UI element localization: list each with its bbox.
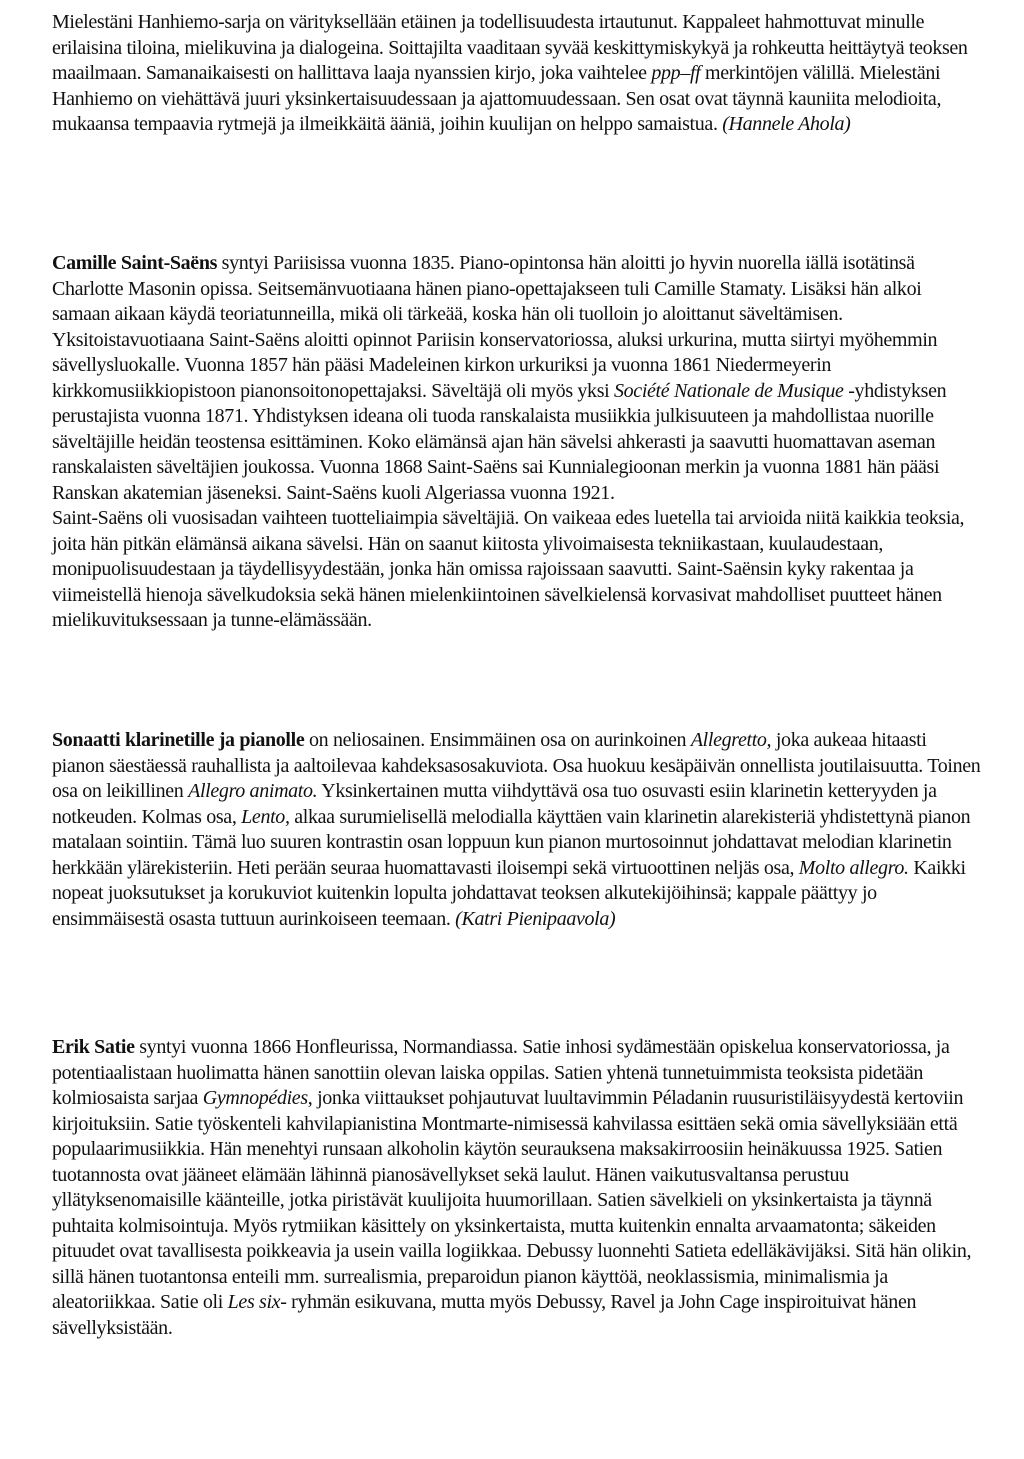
movement-3-tempo: Lento, (241, 805, 290, 828)
satie-section (52, 1035, 982, 1341)
sonaatti-author: (Katri Pienipaavola) (455, 907, 616, 930)
les-six-name: Les six (227, 1291, 281, 1313)
satie-paragraph (52, 1035, 982, 1341)
sonaatti-heading: Sonaatti klarinetille ja pianolle (52, 729, 305, 751)
saint-saens-paragraph-2: Saint-Saëns oli vuosisadan vaihteen tuotteliaimpia säveltäjiä. On vaikeaa edes luetella tai arvioida niitä kaikkia teoksia, joita hän pitkän elämänsä aikana sävelsi. Hän on saanut kiitosta ylivoimaisesta tekniikastaan, kuulaudestaan, monipuolisuudestaan ja täydellisyydestään, jonka hän omissa rajoissaan saavutti. Saint-Saënsin kyky rakentaa ja viimeistellä hienoja sävelkudoksia sekä hänen mielenkiintoinen sävelkielensä korvasivat mahdolliset puutteet hänen mielikuvituksessaan ja tunne-elämässään. (52, 507, 965, 631)
movement-2-tempo: Allegro animato. (188, 780, 318, 802)
sonaatti-section (52, 728, 982, 932)
sonaatti-text-a: on neliosainen. Ensimmäinen osa on aurinkoinen (304, 729, 691, 751)
movement-4-tempo: Molto allegro. (798, 856, 909, 879)
satie-heading: Erik Satie (52, 1036, 135, 1058)
sonaatti-paragraph (52, 728, 982, 932)
satie-text-b: , jonka viittaukset pohjautuvat luultavimmin Péladanin ruusuristiläisyydestä kertoviin kirjoituksiin. Satie työskenteli kahvilapianistina Montmarte-nimisessä kahvilassa esittäen sekä omia sävellyksiään että populaarimusiikkia. Hän menehtyi runsaan alkoholin käytön seurauksena maksakirroosiin heinäkuussa 1925. Satien tuotannosta ovat jääneet elämään lähinnä pianosävellykset sekä laulut. Hänen vaikutusvaltansa perustuu yllätyksenomaisille käänteille, jotka piristävät kuulijoita huumorillaan. Satien sävelkieli on yksinkertaista ja täynnä puhtaita kolmisointuja. Myös rytmiikan käsittely on yksinkertaista, mutta kuitenkin ennalta arvaamatonta; säkeiden pituudet ovat tavallisesta poikkeavia ja usein vailla logiikkaa. Debussy luonnehti Satieta edelläkävijäksi. Sitä hän olikin, sillä hänen tuotantonsa enteili mm. surrealismia, preparoidun pianon käyttöä, neoklassismia, minimalismia ja aleatoriikkaa. Satie oli (52, 1087, 972, 1313)
society-name: Société Nationale de Musique (614, 379, 844, 402)
hanhiemo-paragraph (52, 10, 982, 138)
sonaatti-text-e: Kaikki nopeat juoksutukset ja korukuviot kuitenkin lopulta johdattavat teoksen alkutekijöihinsä; kappale päättyy jo ensimmäisestä osasta tuttuun aurinkoiseen teemaan. (52, 856, 966, 930)
saint-saens-text-1b: -yhdistyksen perustajista vuonna 1871. Yhdistyksen ideana oli tuoda ranskalaista musiikkia julkisuuteen ja mahdollistaa nuorille säveltäjille heidän teostensa esittäminen. Koko elämänsä ajan hän sävelsi ahkerasti ja saavutti huomattavan aseman ranskalaisten säveltäjien joukossa. Vuonna 1868 Saint-Saëns sai Kunnialegioonan merkin ja vuonna 1881 hän pääsi Ranskan akatemian jäseneksi. Saint-Saëns kuoli Algeriassa vuonna 1921. (52, 379, 947, 504)
hanhiemo-author: (Hannele Ahola) (722, 113, 851, 135)
sonaatti-text-b: joka aukeaa hitaasti pianon säestäessä rauhallista ja aaltoilevaa kahdeksasosakuviota. Osa huokuu kesäpäivän onnellista joutilaisuutta. Toinen osa on leikillinen (52, 729, 981, 802)
sonaatti-text-d: alkaa surumielisellä melodialla käyttäen vain klarinetin alarekisteriä yhdistettynä pianon matalaan sointiin. Tämä luo suuren kontrastin osan loppuun kun pianon murtosoinnut johdattavat melodian klarinetin herkkään ylärekisteriin. Heti perään seuraa huomattavasti iloisempi sekä virtuoottinen neljäs osa, (52, 805, 971, 879)
saint-saens-paragraph-1 (52, 251, 982, 506)
hanhiemo-paragraph-block (52, 10, 982, 138)
sonaatti-text-c: Yksinkertainen mutta viihdyttävä osa tuo osuvasti esiin klarinetin ketteryyden ja notkeuden. Kolmas osa, (52, 780, 937, 828)
saint-saens-text-1a: syntyi Pariisissa vuonna 1835. Piano-opintonsa hän aloitti jo hyvin nuorella iällä isotätinsä Charlotte Masonin opissa. Seitsemänvuotiaana hänen piano-opettajakseen tuli Camille Stamaty. Lisäksi hän alkoi samaan aikaan käydä teoriatunneilla, mikä oli tärkeää, koska hän oli tuolloin jo aloittanut säveltämisen. Yksitoistavuotiaana Saint-Saëns aloitti opinnot Pariisin konservatoriossa, aluksi urkurina, mutta siirtyi myöhemmin sävellysluokalle. Vuonna 1857 hän pääsi Madeleinen kirkon urkuriksi ja vuonna 1861 Niedermeyerin kirkkomusiikkiopistoon pianonsoitonopettajaksi. Säveltäjä oli myös yksi (52, 252, 938, 402)
hanhiemo-text-continued: merkintöjen välillä. Mielestäni Hanhiemo on viehättävä juuri yksinkertaisuudessaan ja ajattomuudessaan. Sen osat ovat täynnä kauniita melodioita, mukaansa tempaavia rytmejä ja ilmeikkäitä ääniä, joihin kuulijan on helppo samaistua. (52, 62, 942, 135)
satie-text-c: - ryhmän esikuvana, mutta myös Debussy, Ravel ja John Cage inspiroituivat hänen sävellyksistään. (52, 1291, 917, 1339)
movement-1-tempo: Allegretto, (690, 729, 772, 751)
satie-text-a: syntyi vuonna 1866 Honfleurissa, Normandiassa. Satie inhosi sydämestään opiskelua konservatoriossa, ja potentiaalistaan huolimatta hänen sanottiin olevan laiska oppilas. Satien yhtenä tunnetuimmista teoksista pidetään kolmiosaista sarjaa (52, 1036, 950, 1109)
saint-saens-section (52, 251, 982, 634)
dynamics-marking: ppp–ff (651, 62, 701, 84)
hanhiemo-text: Mielestäni Hanhiemo-sarja on värityksellään etäinen ja todellisuudesta irtautunut. Kappaleet hahmottuvat minulle erilaisina tiloina, mielikuvina ja dialogeina. Soittajilta vaaditaan syvää keskittymiskykyä ja rohkeutta heittäytyä teoksen maailmaan. Samanaikaisesti on hallittava laaja nyanssien kirjo, joka vaihtelee (52, 11, 968, 84)
gymnopedies-title: Gymnopédies (202, 1087, 308, 1109)
saint-saens-heading: Camille Saint-Saëns (52, 252, 218, 274)
